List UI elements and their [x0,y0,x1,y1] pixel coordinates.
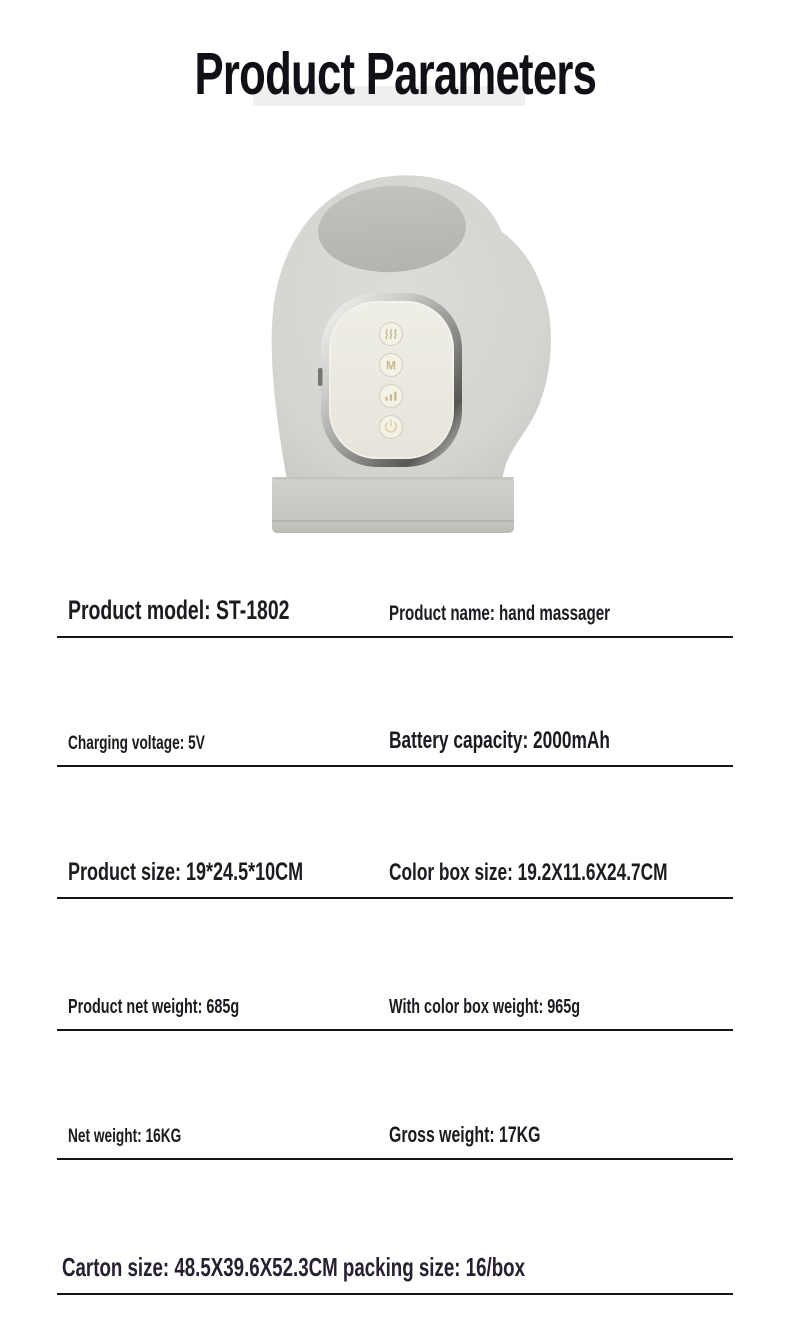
spec-row-weights [57,899,733,1031]
spec-row-sizes [57,767,733,899]
spec-gross-weight: Gross weight: 17KG [389,1122,541,1147]
mode-icon: M [386,358,396,373]
spec-row-voltage-battery [57,638,733,767]
spec-color-box-size: Color box size: 19.2X11.6X24.7CM [389,859,668,886]
spec-product-model: Product model: ST-1802 [68,595,290,625]
page-title [0,0,790,147]
spec-product-size: Product size: 19*24.5*10CM [68,858,304,886]
product-image-hand-massager [240,130,570,550]
side-port-notch [318,368,323,386]
spec-with-box-weight: With color box weight: 965g [389,996,581,1018]
spec-row-carton-weights [57,1031,733,1160]
spec-net-weight-carton: Net weight: 16KG [68,1126,182,1147]
page-title-text: Product Parameters [194,40,596,107]
spec-row-model-name [57,540,733,638]
massager-wrist-cuff [272,477,514,533]
spec-product-name: Product name: hand massager [389,602,610,625]
spec-charging-voltage: Charging voltage: 5V [68,733,205,754]
spec-row-carton-size [57,1160,733,1295]
spec-carton-size: Carton size: 48.5X39.6X52.3CM packing size: 16/box [62,1252,525,1282]
heat-button [380,323,403,346]
intensity-button [380,385,403,408]
spec-battery-capacity: Battery capacity: 2000mAh [389,727,610,754]
mode-button [380,354,403,377]
spec-net-weight-product: Product net weight: 685g [68,996,240,1018]
spec-table [57,540,733,1295]
control-panel [318,293,462,467]
power-button [380,416,403,439]
